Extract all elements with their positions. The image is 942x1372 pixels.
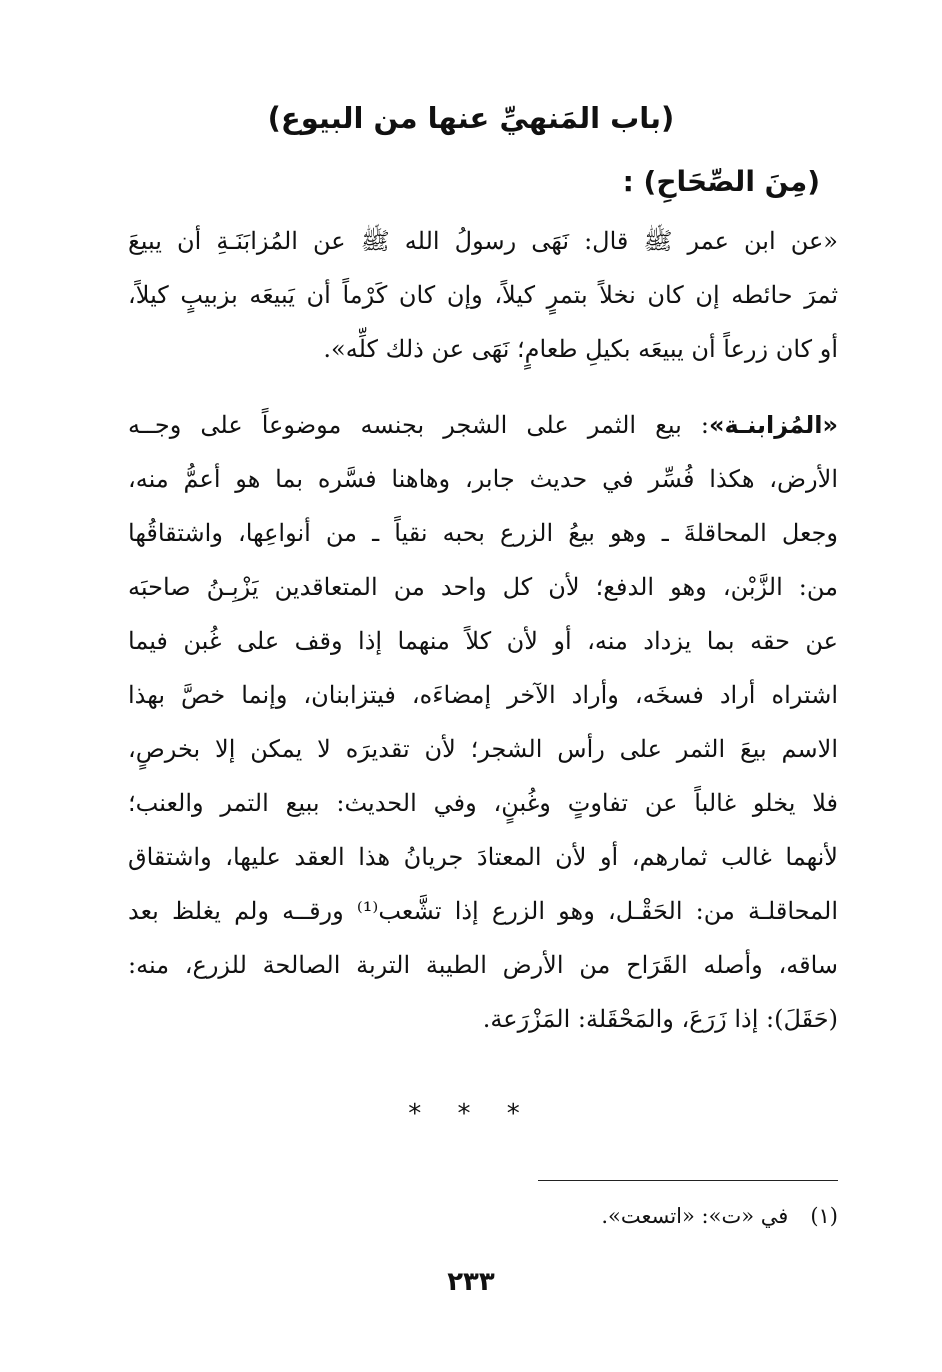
chapter-title: (باب المَنهيِّ عنها من البيوع) — [267, 101, 675, 135]
commentary-first-line — [128, 398, 838, 452]
commentary-line: عن حقه بما يزداد منه، أو لأن كلاً منهما إذا وقف على غُبن فيما — [128, 627, 838, 655]
hadith-line: أو كان زرعاً أن يبيعَه بكيلِ طعامٍ؛ نَهَى عن ذلك كلِّه». — [323, 335, 838, 363]
footnote — [601, 1198, 838, 1234]
hadith-line: «عن ابن عمر ﷺ قال: نَهَى رسولُ الله ﷺ عن المُزابَنَـةِ أن يبيعَ — [128, 227, 838, 255]
commentary-line: الاسم بيعَ الثمر على رأس الشجر؛ لأن تقديرَه لا يمكن إلا بخرصٍ، — [128, 735, 838, 763]
commentary-line: الأرض، هكذا فُسِّر في حديث جابر، وهاهنا فسَّره بما هو أعمُّ منه، — [128, 465, 838, 493]
commentary-line: ساقه، وأصله القَرَاح من الأرض الطيبة التربة الصالحة للزرع، منه: — [128, 951, 838, 979]
defined-term: «المُزابنـة» — [708, 411, 838, 439]
footnote-text: في «ت»: «اتسعت». — [601, 1204, 789, 1228]
footnote-number: (١) — [810, 1204, 838, 1228]
commentary-line: اشتراه أراد فسخَه، وأراد الآخر إمضاءَه، فيتزابنان، وإنما خصَّ بهذا — [128, 681, 838, 709]
commentary-line: فلا يخلو غالباً عن تفاوتٍ وغُبنٍ، وفي الحديث: ببيع التمر والعنب؛ — [128, 789, 838, 817]
commentary-line: المحاقلـة من: الحَقْـل، وهو الزرع إذا تشَّعب⁽¹⁾ ورقــه ولم يغلظ بعد — [128, 897, 838, 925]
section-separator: * * * — [408, 1099, 534, 1129]
definition-text: : بيع الثمر على الشجر بجنسه موضوعاً على وجــه — [128, 411, 709, 439]
hadith-line: ثمرَ حائطه إن كان نخلاً بتمرٍ كيلاً، وإن كان كَرْماً أن يَبيعَه بزبيبٍ كيلاً، — [128, 281, 838, 309]
section-heading: (مِنَ الصِّحَاحِ) : — [622, 165, 820, 198]
commentary-line: وجعل المحاقلةَ ـ وهو بيعُ الزرع بحبه نقياً ـ من أنواعِها، واشتقاقُها — [128, 519, 838, 547]
hadith-paragraph — [128, 214, 838, 376]
footnote-divider — [538, 1180, 838, 1181]
commentary-paragraph — [128, 398, 838, 1046]
commentary-line: لأنهما غالب ثمارهم، أو لأن المعتادَ جريانُ هذا العقد عليها، واشتقاق — [128, 843, 838, 871]
page-number: ٢٣٣ — [447, 1267, 495, 1297]
commentary-line: (حَقَلَ): إذا زَرَعَ، والمَحْقَلة: المَزْرَعة. — [482, 1005, 838, 1033]
commentary-line: من: الزَّبْن، وهو الدفع؛ لأن كل واحد من المتعاقدين يَزْبِـنُ صاحبَه — [128, 573, 838, 601]
